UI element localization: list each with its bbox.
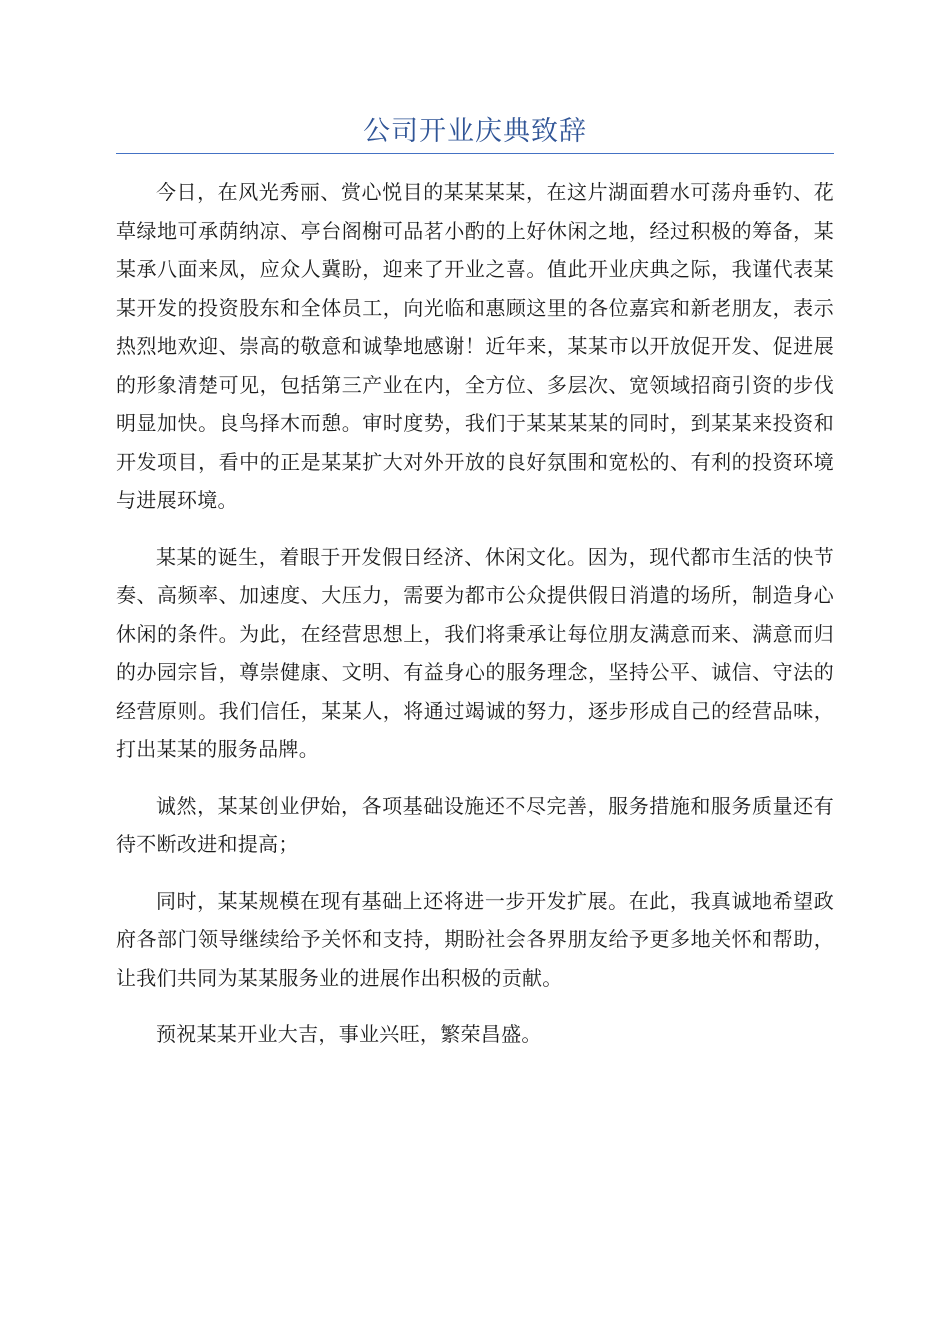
document-title: 公司开业庆典致辞 [363, 116, 587, 147]
document-body [116, 173, 834, 1072]
paragraph-closing: 预祝某某开业大吉，事业兴旺，繁荣昌盛。 [156, 1022, 542, 1046]
paragraph-expansion: 同时，某某规模在现有基础上还将进一步开发扩展。在此，我真诚地希望政府各部门领导继续给予关怀和支持，期盼社会各界朋友给予更多地关怀和帮助，让我们共同为某某服务业的进展作出积极的贡献。 [116, 888, 834, 990]
paragraph-improvement: 诚然，某某创业伊始，各项基础设施还不尽完善，服务措施和服务质量还有待不断改进和提高； [116, 793, 834, 856]
title-underline [116, 153, 834, 154]
paragraph-philosophy: 某某的诞生，着眼于开发假日经济、休闲文化。因为，现代都市生活的快节奏、高频率、加速度、大压力，需要为都市公众提供假日消遣的场所，制造身心休闲的条件。为此，在经营思想上，我们将秉承让每位朋友满意而来、满意而归的办园宗旨，尊崇健康、文明、有益身心的服务理念，坚持公平、诚信、守法的经营原则。我们信任，某某人，将通过竭诚的努力，逐步形成自己的经营品味，打出某某的服务品牌。 [116, 544, 834, 761]
paragraph-opening: 今日，在风光秀丽、赏心悦目的某某某某，在这片湖面碧水可荡舟垂钓、花草绿地可承荫纳凉、亭台阁榭可品茗小酌的上好休闲之地，经过积极的筹备，某某承八面来凤，应众人冀盼，迎来了开业之喜。值此开业庆典之际，我谨代表某某开发的投资股东和全体员工，向光临和惠顾这里的各位嘉宾和新老朋友，表示热烈地欢迎、崇高的敬意和诚挚地感谢！近年来，某某市以开放促开发、促进展的形象清楚可见，包括第三产业在内，全方位、多层次、宽领域招商引资的步伐明显加快。良鸟择木而憩。审时度势，我们于某某某某的同时，到某某来投资和开发项目，看中的正是某某扩大对外开放的良好氛围和宽松的、有利的投资环境与进展环境。 [116, 180, 834, 512]
